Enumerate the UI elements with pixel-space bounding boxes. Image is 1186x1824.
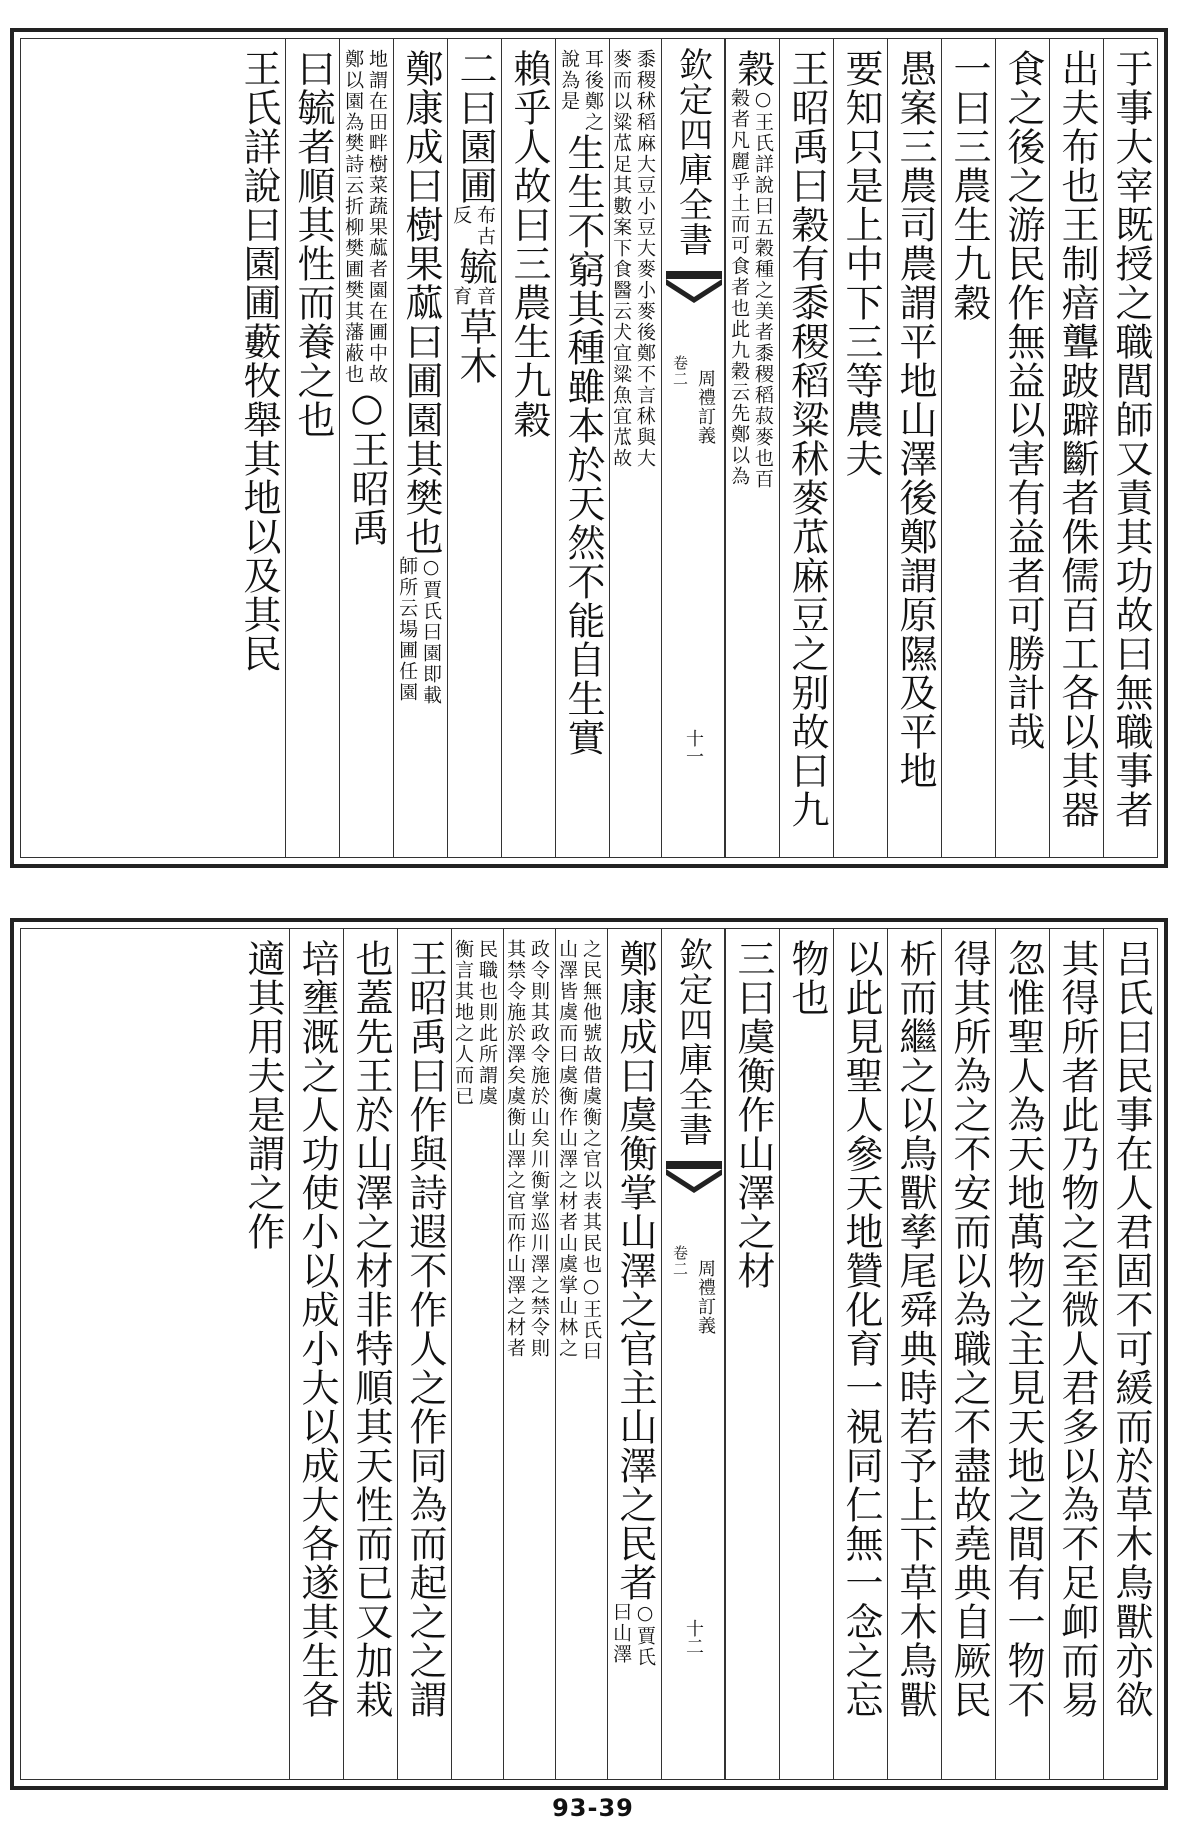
commentary-line: 黍稷秫稻麻大豆小豆大麥小麥後鄭不言秫與大: [634, 49, 656, 469]
text-column: [501, 39, 555, 857]
column-segment: [727, 49, 773, 857]
commentary-line: 音: [474, 286, 496, 307]
text-line: 毓: [453, 247, 497, 286]
column-segment: [557, 49, 603, 857]
text-column: [941, 39, 995, 857]
text-column: [503, 929, 555, 1779]
text-line: 鄭康成曰樹果蓏曰圃園其樊也: [399, 49, 443, 556]
text-column: [235, 929, 289, 1779]
text-column: [725, 929, 779, 1779]
text-column: [995, 929, 1049, 1779]
text-column: [779, 929, 833, 1779]
commentary-line: 穀者凡麗乎土而可食者也此九穀云先鄭以為: [728, 88, 751, 487]
text-column: [779, 39, 833, 857]
text-line: 適其用夫是謂之作: [241, 939, 285, 1251]
center-title: 欽定四庫全書: [672, 47, 713, 257]
center-book-title: 周禮訂義: [695, 1259, 716, 1335]
text-column: [887, 929, 941, 1779]
text-line: 草木: [453, 307, 497, 385]
text-column: [393, 39, 447, 857]
text-line: 吕氏曰民事在人君固不可緩而於草木鳥獸亦欲: [1109, 939, 1153, 1719]
text-column: [941, 929, 995, 1779]
center-book-title: 周禮訂義: [695, 369, 716, 445]
text-line: 鄭康成曰虞衡掌山澤之官主山澤之民者: [613, 939, 657, 1602]
commentary-pair: [451, 939, 497, 1779]
text-column: [833, 929, 887, 1779]
text-line: 忽惟聖人為天地萬物之主見天地之間有一物不: [1001, 939, 1045, 1719]
text-column: [607, 929, 661, 1779]
text-column: [451, 929, 503, 1779]
bottom-page-inner-border: [20, 928, 1158, 1780]
commentary-pair: [449, 286, 495, 307]
text-line: 賴乎人故曰三農生九穀: [507, 49, 551, 439]
top-page-inner-border: [20, 38, 1158, 858]
text-line: ○王昭禹: [345, 385, 389, 547]
text-column: [609, 39, 661, 857]
commentary-line: 反: [450, 205, 473, 226]
text-line: 一曰三農生九穀: [947, 49, 991, 322]
commentary-pair: [557, 49, 603, 133]
column-segment: [609, 939, 655, 1779]
text-column: [447, 39, 501, 857]
commentary-line: 師所云場圃任園: [396, 556, 419, 703]
text-line: 王昭禹曰穀有黍稷稻粱秫麥苽麻豆之别故曰九: [785, 49, 829, 829]
commentary-line: ○王氏詳說曰五穀種之美者黍稷稻菽麥也百: [752, 88, 774, 490]
commentary-line: 政令則其政令施於山矣川衡掌巡川澤之禁令則: [528, 939, 550, 1359]
commentary-line: 耳後鄭之: [582, 49, 604, 133]
text-column: [887, 39, 941, 857]
commentary-line: 山澤皆虞而曰虞衡作山澤之材者山虞掌山林之: [556, 939, 579, 1359]
commentary-line: 地謂在田畔樹菜蔬果蓏者園在圃中故: [366, 49, 388, 385]
text-line: 出夫布也王制瘖聾跛躃斷者侏儒百工各以其器: [1055, 49, 1099, 829]
center-volume: 卷二: [671, 355, 689, 387]
center-margin-column: [661, 39, 725, 857]
text-column: [397, 929, 451, 1779]
commentary-line: 其禁令施於澤矣虞衡山澤之官而作山澤之材者: [504, 939, 527, 1359]
text-line: 愚案三農司農謂平地山澤後鄭謂原隰及平地: [893, 49, 937, 790]
text-column: [555, 929, 607, 1779]
center-volume: 卷二: [671, 1245, 689, 1277]
fishtail-mark-icon: [666, 271, 722, 305]
text-column: [833, 39, 887, 857]
text-line: 以此見聖人參天地贊化育一視同仁無一念之忘: [839, 939, 883, 1719]
commentary-pair: [395, 556, 441, 706]
column-segment: [341, 49, 387, 857]
commentary-pair: [341, 49, 387, 385]
text-line: 生生不窮其種雖本於天然不能自生實: [561, 133, 605, 757]
commentary-pair: [503, 939, 549, 1779]
text-line: 二曰園圃: [453, 49, 497, 205]
footer-page-number: 93-39: [552, 1794, 634, 1822]
top-page-frame: [10, 28, 1168, 868]
text-line: 三曰虞衡作山澤之材: [731, 939, 775, 1290]
column-segment: [449, 49, 495, 857]
text-column: [555, 39, 609, 857]
commentary-pair: [609, 49, 655, 857]
text-column: [339, 39, 393, 857]
center-page-number: 十一: [683, 729, 704, 765]
commentary-line: ○賈氏: [634, 1602, 656, 1668]
text-line: 培壅溉之人功使小以成小大以成大各遂其生各: [295, 939, 339, 1719]
text-line: 要知只是上中下三等農夫: [839, 49, 883, 478]
commentary-line: 之民無他號故借虞衡之官以表其民也○王氏曰: [580, 939, 602, 1362]
top-page-columns: [21, 39, 1157, 857]
commentary-line: 育: [450, 286, 473, 307]
commentary-line: 布古: [474, 205, 496, 247]
text-column: [343, 929, 397, 1779]
text-column: [1049, 929, 1103, 1779]
text-line: 也蓋先王於山澤之材非特順其天性而已又加栽: [349, 939, 393, 1719]
commentary-line: 曰山澤: [610, 1602, 633, 1665]
text-line: 穀: [731, 49, 775, 88]
text-line: 析而繼之以鳥獸孳尾舜典時若予上下草木鳥獸: [893, 939, 937, 1719]
column-segment: [395, 49, 441, 857]
text-line: 王氏詳說曰園圃藪牧舉其地以及其民: [237, 49, 281, 673]
commentary-line: 鄭以園為樊詩云折柳樊圃樊其藩蔽也: [342, 49, 365, 385]
text-line: 王昭禹曰作與詩遐不作人之作同為而起之之謂: [403, 939, 447, 1719]
commentary-line: 衡言其地之人而已: [452, 939, 475, 1107]
commentary-pair: [609, 1602, 655, 1668]
text-line: 其得所者此乃物之至微人君多以為不足卹而易: [1055, 939, 1099, 1719]
text-column: [289, 929, 343, 1779]
text-column: [231, 39, 285, 857]
text-column: [1103, 929, 1157, 1779]
center-margin-column: [661, 929, 725, 1779]
center-page-number: 十二: [683, 1619, 704, 1655]
commentary-line: 民職也則此所謂虞: [476, 939, 498, 1107]
text-column: [995, 39, 1049, 857]
text-column: [1103, 39, 1157, 857]
commentary-line: 麥而以粱苽足其數案下食醫云犬宜粱魚宜苽故: [610, 49, 633, 469]
bottom-page-columns: [21, 929, 1157, 1779]
text-column: [285, 39, 339, 857]
text-line: 于事大宰既授之職閭師又責其功故曰無職事者: [1109, 49, 1153, 829]
bottom-page-frame: [10, 918, 1168, 1790]
commentary-pair: [727, 88, 773, 490]
text-column: [1049, 39, 1103, 857]
fishtail-mark-icon: [666, 1161, 722, 1195]
text-line: 曰毓者順其性而養之也: [291, 49, 335, 439]
text-column: [725, 39, 779, 857]
text-line: 食之後之游民作無益以害有益者可勝計哉: [1001, 49, 1045, 751]
center-title: 欽定四庫全書: [672, 937, 713, 1147]
commentary-line: 說為是: [558, 49, 581, 112]
commentary-pair: [555, 939, 601, 1779]
text-line: 物也: [785, 939, 829, 1017]
text-line: 得其所為之不安而以為職之不盡故堯典自厥民: [947, 939, 991, 1719]
commentary-pair: [449, 205, 495, 247]
commentary-line: ○賈氏曰園即載: [420, 556, 442, 706]
